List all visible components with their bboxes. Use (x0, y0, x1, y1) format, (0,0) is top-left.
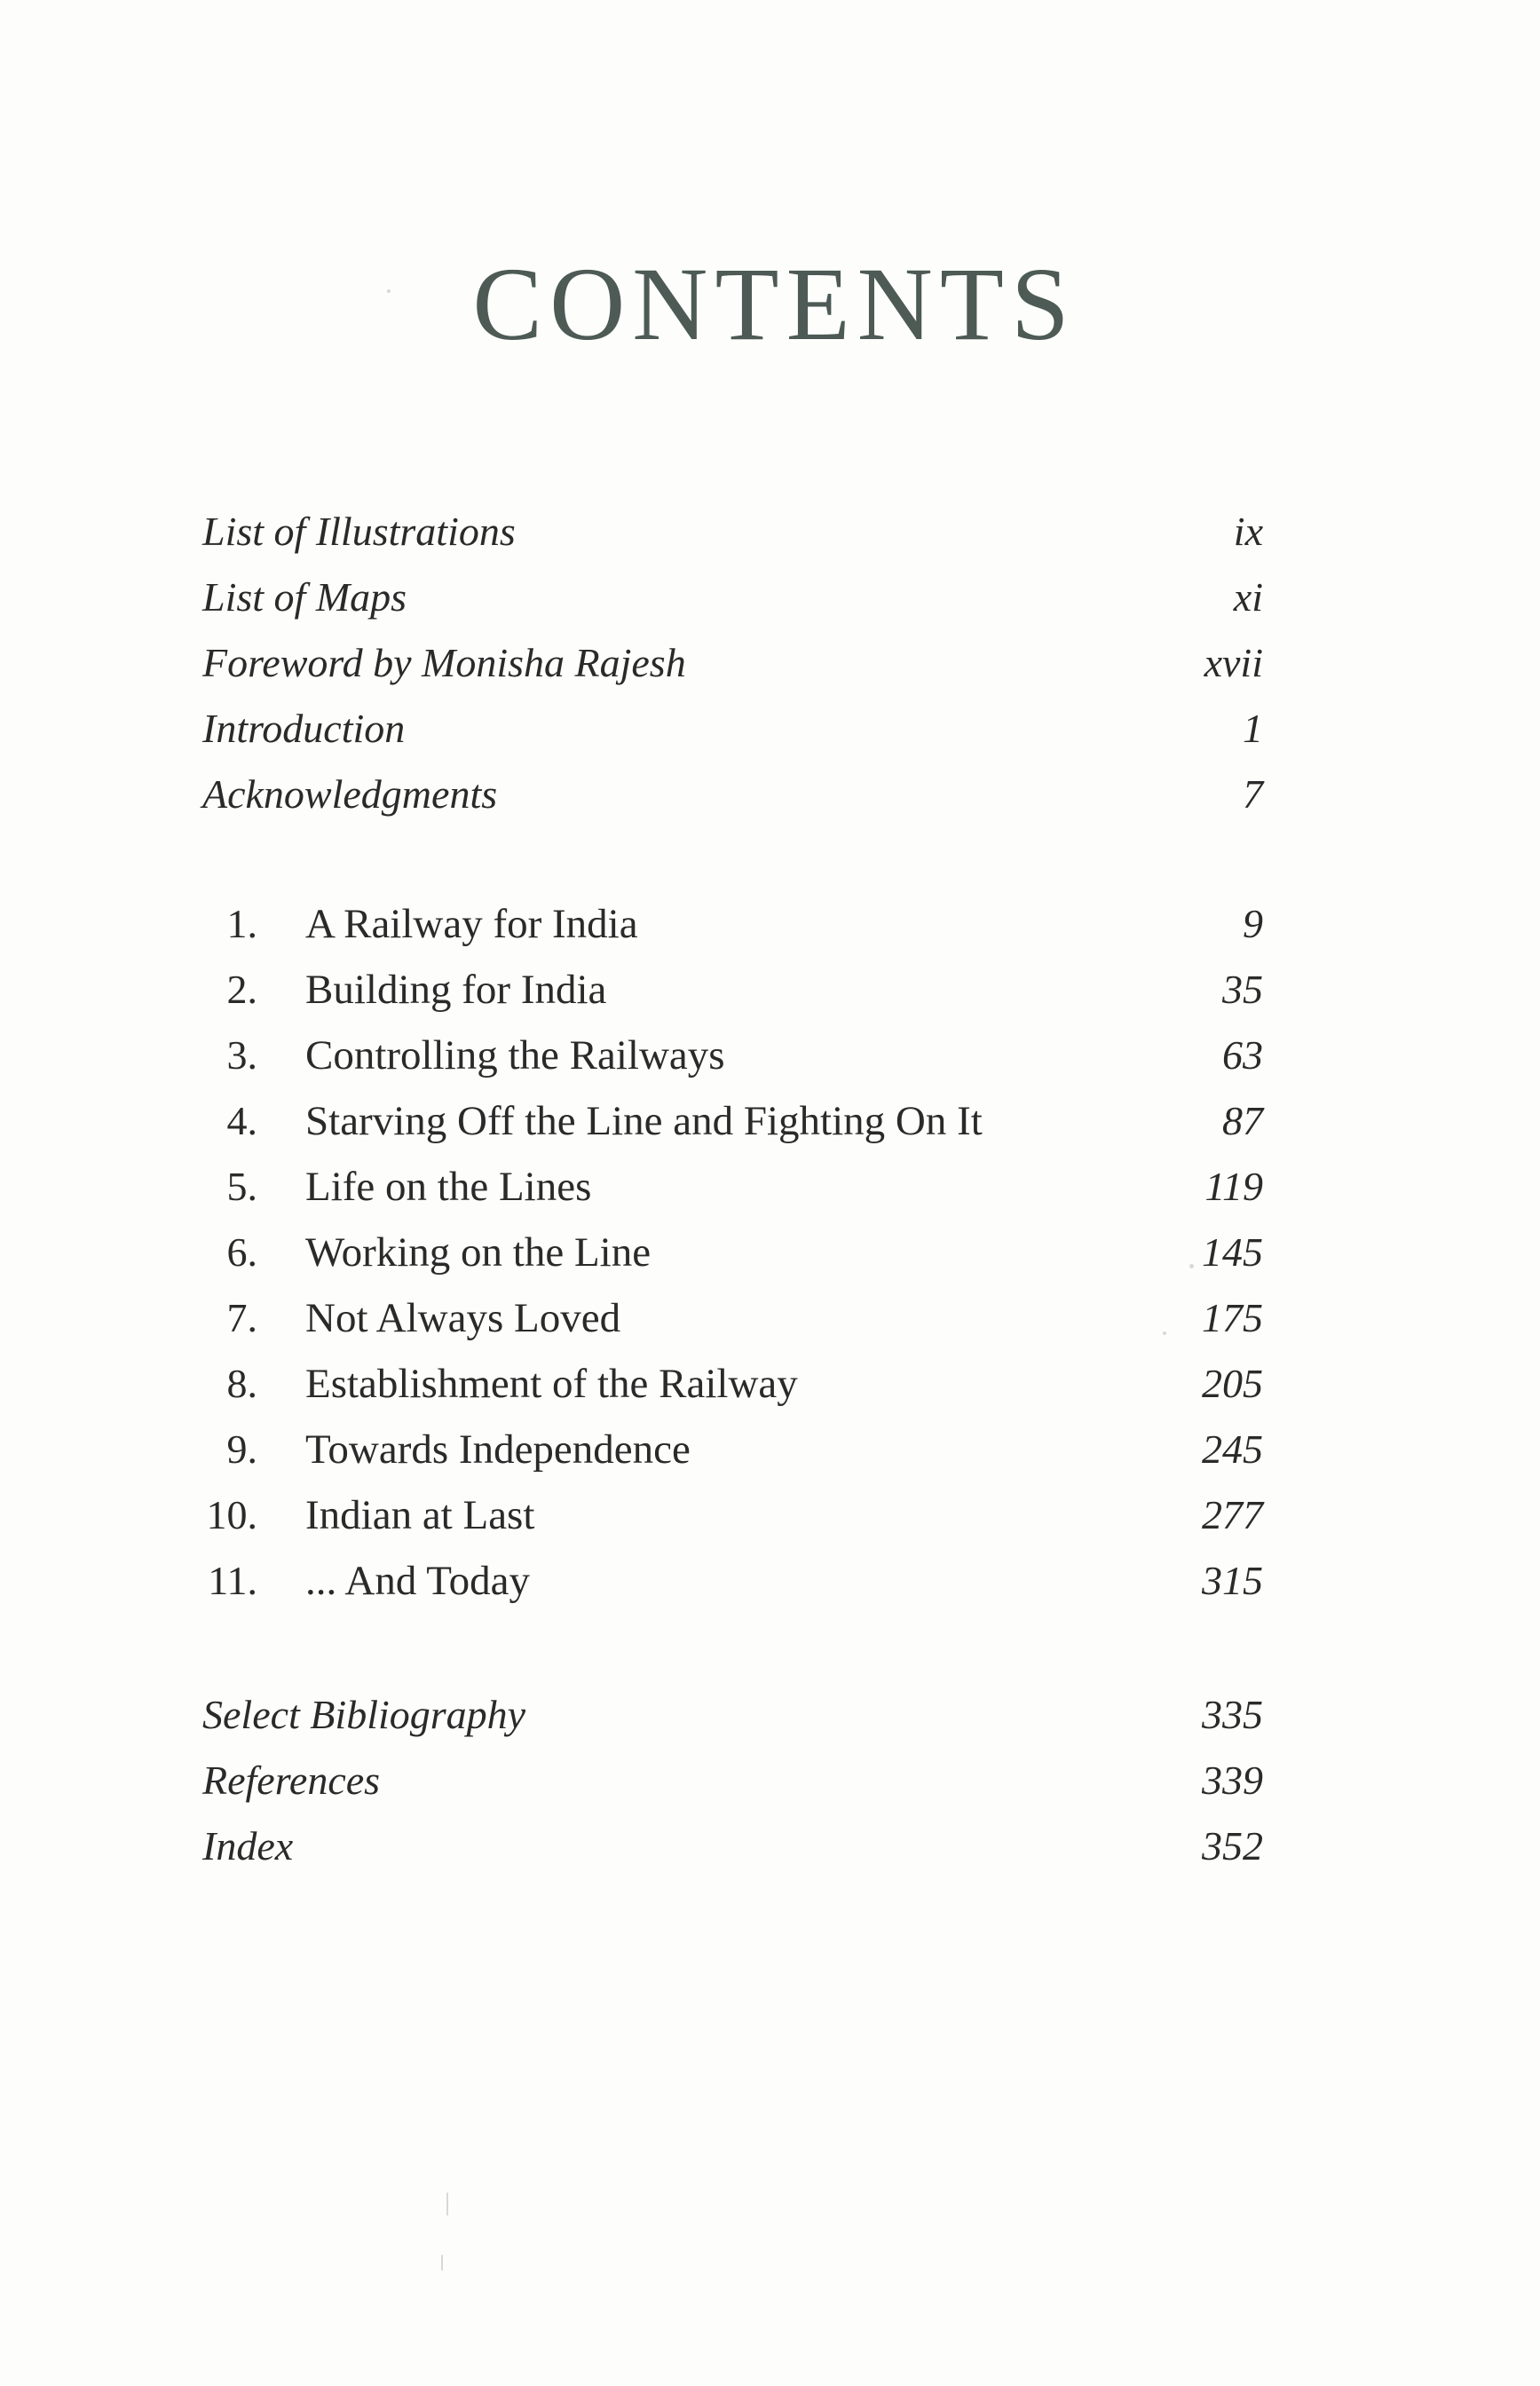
toc-chapter-entry[interactable] (0, 966, 1540, 1031)
entry-page: 335 (1202, 1692, 1263, 1737)
chapter-number: 6. (226, 1229, 257, 1275)
chapter-number: 5. (226, 1164, 257, 1209)
chapter-title: ... And Today (305, 1558, 531, 1604)
entry-page: 352 (1202, 1823, 1263, 1869)
entry-title: Acknowledgments (202, 771, 498, 817)
chapter-title: Indian at Last (305, 1492, 535, 1538)
chapter-title: Towards Independence (305, 1426, 691, 1473)
entry-title: References (202, 1758, 381, 1803)
toc-entry[interactable] (0, 508, 1540, 573)
scan-speck (441, 2255, 443, 2271)
toc-entry[interactable] (0, 639, 1540, 705)
entry-page: 63 (1222, 1032, 1263, 1078)
toc-entry[interactable] (0, 770, 1540, 836)
toc-entry[interactable] (0, 705, 1540, 770)
chapter-number: 10. (206, 1492, 257, 1537)
toc-entry[interactable] (0, 1757, 1540, 1822)
toc-entry[interactable] (0, 573, 1540, 639)
scan-speck (387, 289, 391, 293)
entry-page: 277 (1202, 1492, 1263, 1537)
chapter-number: 1. (226, 901, 257, 946)
chapter-number: 2. (226, 967, 257, 1012)
scan-speck (446, 2192, 448, 2216)
chapter-title: Working on the Line (305, 1229, 652, 1276)
entry-page: 145 (1202, 1229, 1263, 1275)
toc-chapter-entry[interactable] (0, 1031, 1540, 1097)
chapter-number: 9. (226, 1426, 257, 1472)
chapter-number: 3. (226, 1032, 257, 1078)
entry-page: 87 (1222, 1098, 1263, 1143)
entry-title: List of Illustrations (202, 509, 516, 554)
chapter-title: Establishment of the Railway (305, 1361, 798, 1407)
entry-page: 119 (1204, 1164, 1263, 1209)
page-title: CONTENTS (472, 246, 1077, 363)
entry-page: 175 (1202, 1295, 1263, 1340)
entry-title: Index (202, 1823, 294, 1869)
chapter-title: Not Always Loved (305, 1295, 621, 1341)
toc-chapter-entry[interactable] (0, 1229, 1540, 1294)
toc-chapter-entry[interactable] (0, 1294, 1540, 1360)
toc-chapter-entry[interactable] (0, 1163, 1540, 1229)
toc-chapter-entry[interactable] (0, 900, 1540, 966)
entry-title: Select Bibliography (202, 1692, 526, 1737)
toc-entry[interactable] (0, 1691, 1540, 1757)
chapter-title: A Railway for India (305, 901, 638, 947)
entry-page: 35 (1222, 967, 1263, 1012)
scan-speck (1163, 1331, 1166, 1335)
toc-entry[interactable] (0, 1822, 1540, 1888)
entry-page: 315 (1202, 1558, 1263, 1603)
toc-chapter-entry[interactable] (0, 1557, 1540, 1623)
chapter-title: Controlling the Railways (305, 1032, 725, 1078)
toc-chapter-entry[interactable] (0, 1426, 1540, 1491)
entry-page: ix (1233, 509, 1263, 554)
chapter-title: Building for India (305, 967, 607, 1013)
entry-page: 1 (1243, 706, 1263, 751)
chapter-number: 11. (208, 1558, 257, 1603)
chapter-number: 7. (226, 1295, 257, 1340)
entry-page: xi (1233, 574, 1263, 620)
entry-page: 205 (1202, 1361, 1263, 1406)
entry-title: Introduction (202, 706, 406, 751)
chapter-number: 4. (226, 1098, 257, 1143)
toc-chapter-entry[interactable] (0, 1491, 1540, 1557)
entry-page: 9 (1243, 901, 1263, 946)
entry-title: Foreword by Monisha Rajesh (202, 640, 686, 685)
chapter-title: Starving Off the Line and Fighting On It (305, 1098, 983, 1144)
entry-page: 339 (1202, 1758, 1263, 1803)
toc-chapter-entry[interactable] (0, 1360, 1540, 1426)
entry-page: 245 (1202, 1426, 1263, 1472)
chapter-title: Life on the Lines (305, 1164, 592, 1210)
entry-page: xvii (1204, 640, 1263, 685)
entry-title: List of Maps (202, 574, 407, 620)
toc-chapter-entry[interactable] (0, 1097, 1540, 1163)
chapter-number: 8. (226, 1361, 257, 1406)
entry-page: 7 (1243, 771, 1263, 817)
scan-speck (1189, 1264, 1194, 1268)
